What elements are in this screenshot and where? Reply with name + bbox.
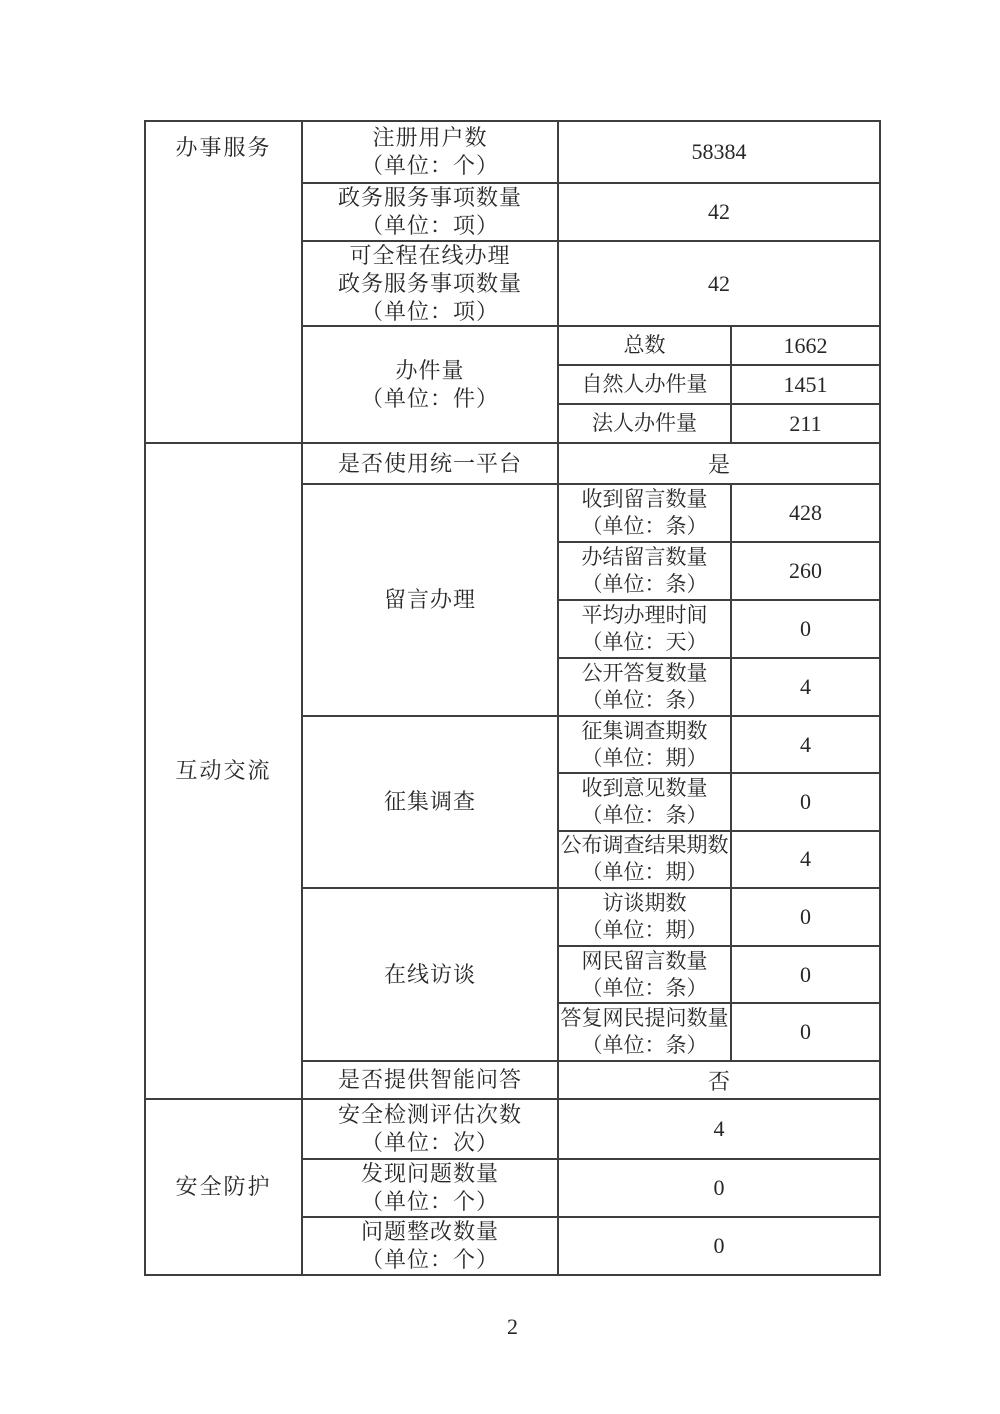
metric-name-cell	[303, 444, 559, 483]
metric-name: 发现问题数量	[360, 1161, 499, 1186]
table-row-smart-qa	[303, 1060, 879, 1098]
metric-unit: （单位：项）	[360, 298, 499, 324]
sub-name-cell	[559, 889, 732, 945]
sub-name: 网民留言数量	[581, 948, 708, 973]
sub-name: 收到意见数量	[581, 775, 708, 800]
metric-name-cell	[303, 1062, 559, 1098]
sub-unit: （单位：条）	[581, 514, 708, 538]
metric-name: 办件量	[395, 357, 465, 383]
sub-row-messages-resolved	[559, 541, 879, 599]
metric-value-cell: 42	[708, 199, 730, 224]
metric-name-cell	[303, 327, 559, 442]
table-row-problems-rectified	[303, 1216, 879, 1274]
sub-value-cell: 428	[789, 500, 822, 525]
sub-name: 自然人办件量	[581, 372, 708, 396]
metric-name-cell	[303, 717, 559, 887]
metric-name-cell	[303, 1160, 559, 1216]
sub-value-cell: 4	[800, 731, 811, 757]
sub-row-total	[559, 327, 879, 364]
sub-unit: （单位：期）	[581, 745, 708, 770]
metric-value-cell: 0	[713, 1175, 725, 1200]
sub-name-cell	[559, 543, 732, 599]
table-row-cases-handled	[303, 325, 879, 442]
sub-name-cell	[559, 717, 732, 772]
table-row-online-service-items	[303, 240, 879, 325]
table-row-unified-platform	[303, 444, 879, 483]
section-rows	[303, 444, 879, 1098]
metric-value-cell: 0	[713, 1233, 725, 1258]
sub-row-netizen-messages	[559, 945, 879, 1003]
group-label-text: 办事服务	[175, 135, 272, 160]
sub-name: 公开答复数量	[581, 661, 708, 685]
sub-value-cell: 1662	[783, 332, 828, 358]
sub-value-cell: 4	[800, 846, 811, 872]
sub-row-public-replies	[559, 657, 879, 715]
sub-name-cell	[559, 1004, 732, 1060]
metric-name: 注册用户数	[372, 125, 488, 150]
table-row-registered-users	[303, 122, 879, 182]
sub-name-cell	[559, 485, 732, 541]
metric-name-cell	[303, 1100, 559, 1158]
sub-unit: （单位：条）	[581, 1033, 708, 1058]
sub-unit: （单位：条）	[581, 572, 708, 596]
metric-name-cell	[303, 122, 559, 182]
page-number: 2	[507, 1314, 518, 1339]
sub-rows	[559, 717, 879, 887]
annual-report-table	[144, 120, 881, 1276]
sub-name-cell	[559, 405, 732, 442]
metric-value-cell: 是	[707, 452, 730, 477]
metric-unit: （单位：次）	[360, 1130, 499, 1155]
sub-row-opinions-received	[559, 772, 879, 829]
metric-name: 政务服务事项数量	[337, 185, 522, 210]
sub-name-cell	[559, 774, 732, 829]
sub-value-cell: 0	[800, 961, 811, 987]
metric-name: 安全检测评估次数	[337, 1102, 522, 1127]
sub-row-average-handling-time	[559, 599, 879, 657]
group-label-text: 互动交流	[175, 758, 272, 783]
sub-row-natural-person	[559, 364, 879, 403]
table-row-surveys	[303, 715, 879, 887]
metric-name-cell	[303, 242, 559, 325]
table-row-message-handling	[303, 483, 879, 715]
sub-name-cell	[559, 366, 732, 403]
table-row-service-items	[303, 182, 879, 240]
sub-row-survey-periods	[559, 717, 879, 772]
sub-name: 平均办理时间	[581, 603, 708, 627]
section-rows	[303, 122, 879, 442]
table-row-security-assessments	[303, 1100, 879, 1158]
metric-name: 留言办理	[383, 587, 476, 612]
sub-row-legal-person	[559, 403, 879, 442]
sub-unit: （单位：条）	[581, 975, 708, 1000]
metric-name: 政务服务事项数量	[337, 270, 522, 296]
sub-value-cell: 211	[789, 410, 822, 436]
sub-name: 法人办件量	[592, 411, 697, 435]
metric-unit: （单位：个）	[360, 1247, 499, 1272]
sub-name-cell	[559, 601, 732, 657]
metric-unit: （单位：件）	[360, 385, 499, 411]
sub-rows	[559, 889, 879, 1060]
sub-name: 收到留言数量	[581, 487, 708, 511]
sub-value-cell: 0	[800, 903, 811, 929]
metric-name: 问题整改数量	[360, 1219, 499, 1244]
metric-name: 征集调查	[383, 789, 476, 814]
metric-value-cell: 42	[708, 270, 730, 296]
metric-value-cell: 58384	[691, 139, 747, 164]
group-label-services	[146, 122, 303, 442]
sub-value-cell: 0	[800, 788, 811, 814]
sub-value-cell: 0	[800, 616, 811, 641]
sub-name-cell	[559, 947, 732, 1003]
sub-value-cell: 260	[789, 558, 822, 583]
sub-name-cell	[559, 327, 732, 364]
metric-unit: （单位：个）	[360, 153, 499, 178]
sub-name: 征集调查期数	[581, 718, 708, 743]
sub-row-interview-periods	[559, 889, 879, 945]
metric-name: 可全程在线办理	[349, 242, 511, 268]
sub-rows	[559, 327, 879, 442]
section-security-protection	[146, 1098, 879, 1274]
metric-unit: （单位：项）	[360, 213, 499, 238]
sub-name: 访谈期数	[602, 890, 687, 915]
table-row-problems-found	[303, 1158, 879, 1216]
sub-unit: （单位：条）	[581, 688, 708, 712]
sub-name: 公布调查结果期数	[560, 833, 729, 858]
sub-name-cell	[559, 832, 732, 887]
sub-value-cell: 0	[800, 1019, 811, 1045]
metric-name-cell	[303, 1218, 559, 1274]
sub-unit: （单位：天）	[581, 630, 708, 654]
sub-unit: （单位：期）	[581, 860, 708, 885]
metric-name: 是否提供智能问答	[337, 1067, 522, 1092]
metric-value-cell: 4	[713, 1116, 725, 1141]
group-label-interaction	[146, 444, 303, 1098]
metric-name-cell	[303, 485, 559, 715]
metric-name-cell	[303, 889, 559, 1060]
sub-name-cell	[559, 659, 732, 715]
group-label-security	[146, 1100, 303, 1274]
sub-rows	[559, 485, 879, 715]
section-services	[146, 122, 879, 442]
sub-name: 答复网民提问数量	[560, 1006, 729, 1031]
metric-name-cell	[303, 184, 559, 240]
metric-unit: （单位：个）	[360, 1189, 499, 1214]
metric-name: 在线访谈	[383, 961, 476, 987]
sub-value-cell: 4	[800, 674, 811, 699]
sub-row-messages-received	[559, 485, 879, 541]
metric-value-cell: 否	[707, 1068, 730, 1094]
sub-unit: （单位：条）	[581, 802, 708, 827]
sub-value-cell: 1451	[783, 371, 828, 397]
metric-name: 是否使用统一平台	[337, 450, 522, 476]
sub-name: 办结留言数量	[581, 545, 708, 569]
section-interaction	[146, 442, 879, 1098]
sub-row-questions-answered	[559, 1002, 879, 1060]
table-row-online-interviews	[303, 887, 879, 1060]
group-label-text: 安全防护	[175, 1174, 272, 1199]
sub-row-results-published	[559, 830, 879, 887]
sub-unit: （单位：期）	[581, 917, 708, 942]
section-rows	[303, 1100, 879, 1274]
sub-name: 总数	[623, 333, 666, 357]
